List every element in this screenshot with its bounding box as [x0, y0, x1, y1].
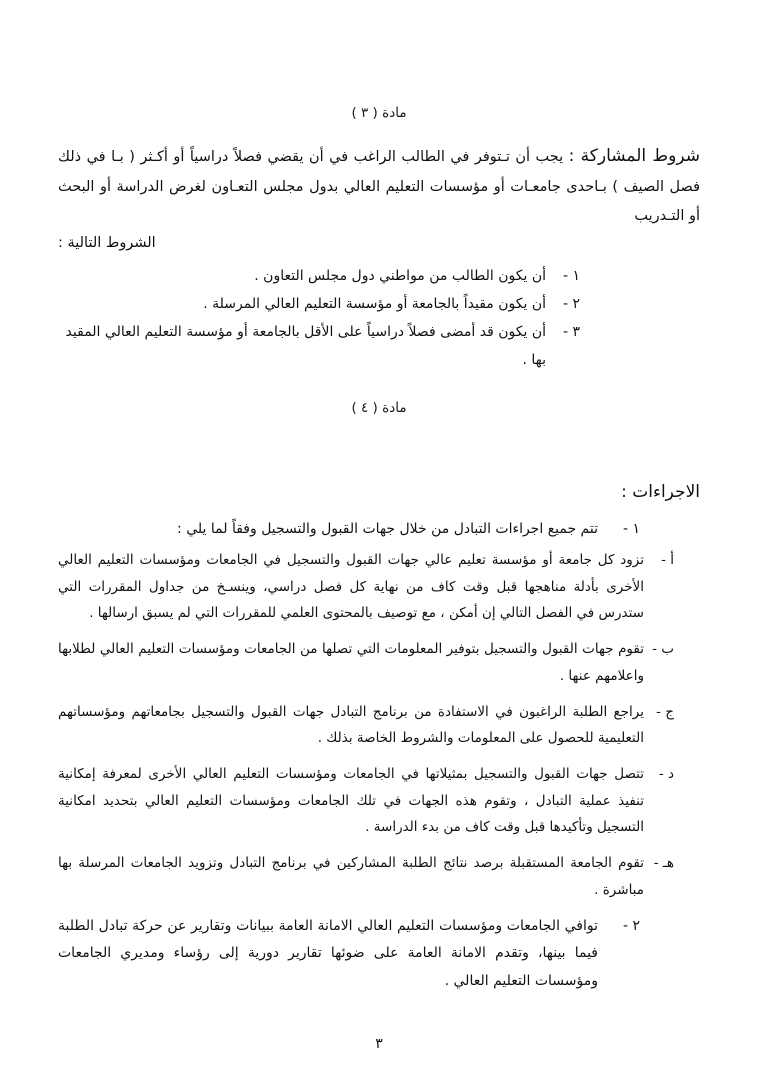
- list-item: [58, 913, 700, 995]
- article-3-intro: يجب أن تـتوفر في الطالب الراغب في أن يقضي فصلاً دراسياً أو أكـثر ( بـا في ذلك فصل الصيف ) بـاحدى جامعـات أو مؤسسات التعليم العالي بدول مجلس التعـاون لغرض الدراسة أو البحث أو التـدريب: [58, 149, 700, 224]
- list-marker: ٢ -: [562, 296, 580, 312]
- list-item: [58, 262, 580, 290]
- list-item: [58, 516, 700, 903]
- article-3-title: شروط المشاركة :: [568, 146, 700, 166]
- list-marker: ١ -: [622, 521, 640, 537]
- list-marker: أ -: [661, 552, 674, 569]
- article-3-intro-tail: الشروط التالية :: [58, 235, 156, 251]
- list-marker: د -: [658, 766, 674, 783]
- list-text: أن يكون مقيداً بالجامعة أو مؤسسة التعليم العالي المرسلة .: [203, 296, 546, 312]
- spacer: [58, 374, 700, 400]
- procedure-1-sublist: [58, 547, 700, 903]
- list-marker: ب -: [652, 641, 674, 658]
- list-item: [58, 318, 580, 374]
- article-3-heading: مادة ( ٣ ): [351, 105, 407, 121]
- list-text: توافي الجامعات ومؤسسات التعليم العالي الامانة العامة ببيانات وتقارير عن حركة تبادل الطلبة فيما بينها، وتقدم الامانة العامة على ضوئها تقارير دورية إلى رؤساء ومديري الجامعات ومؤسسات التعليم العالي .: [58, 918, 598, 989]
- list-marker: ج -: [656, 703, 674, 720]
- page-number: ٣: [375, 1036, 383, 1052]
- list-text: يراجع الطلبة الراغبون في الاستفادة من برنامج التبادل جهات القبول والتسجيل بجامعاتهم ومؤسساتهم التعليمية للحصول على المعلومات والشروط الخاصة بذلك .: [58, 703, 644, 747]
- list-text: تقوم الجامعة المستقبلة برصد نتائج الطلبة المشاركين في برنامج التبادل وتزويد الجامعات المرسلة بها مباشرة .: [58, 855, 644, 898]
- list-text: تتصل جهات القبول والتسجيل بمثيلاتها في الجامعات ومؤسسات التعليم العالي الأخرى لمعرفة إمكانية تنفيذ عملية التبادل ، وتقوم هذه الجهات في تلك الجامعات ومؤسسات التعليم العالي بتحديد امكانية التسجيل وتأكيدها قبل وقت كاف من بدء الدراسة .: [58, 766, 644, 836]
- article-4-title: الاجراءات :: [621, 482, 700, 502]
- procedure-item-1: [58, 516, 700, 543]
- list-item: [58, 850, 700, 903]
- procedure-item-2: [58, 913, 700, 995]
- list-item: [58, 547, 700, 626]
- list-item: [58, 290, 580, 318]
- list-marker: هـ -: [653, 855, 674, 872]
- list-marker: ١ -: [562, 268, 580, 284]
- list-item: [58, 761, 700, 840]
- list-text: تتم جميع اجراءات التبادل من خلال جهات القبول والتسجيل وفقاً لما يلي :: [177, 521, 598, 537]
- article-3-paragraph: [58, 139, 700, 258]
- list-text: تزود كل جامعة أو مؤسسة تعليم عالي جهات القبول والتسجيل في الجامعات ومؤسسات التعليم العالي الأخرى بأدلة مناهجها قبل وقت كاف من نهاية كل فصل دراسي، وينسـخ من جداول المقررات التي ستدرس في الفصل التالي إن أمكن ، مع توصيف بالمحتوى العلمي للمقررات التي لم يسبق ارسالها .: [58, 552, 644, 621]
- list-text: تقوم جهات القبول والتسجيل بتوفير المعلومات التي تصلها من الجامعات ومؤسسات التعليم العالي لطلابها واعلامهم عنها .: [58, 641, 644, 684]
- list-text: أن يكون قد أمضى فصلاً دراسياً على الأقل بالجامعة أو مؤسسة التعليم العالي المقيد بها .: [65, 324, 546, 368]
- list-item: [58, 636, 700, 689]
- spacer: [58, 434, 700, 482]
- list-text: أن يكون الطالب من مواطني دول مجلس التعاون .: [254, 268, 546, 284]
- list-item: [58, 699, 700, 752]
- article-3-conditions-list: [58, 262, 700, 374]
- article-4-heading: مادة ( ٤ ): [351, 400, 407, 416]
- article-4-items-list: [58, 516, 700, 995]
- list-marker: ٣ -: [562, 324, 580, 340]
- list-marker: ٢ -: [622, 918, 640, 935]
